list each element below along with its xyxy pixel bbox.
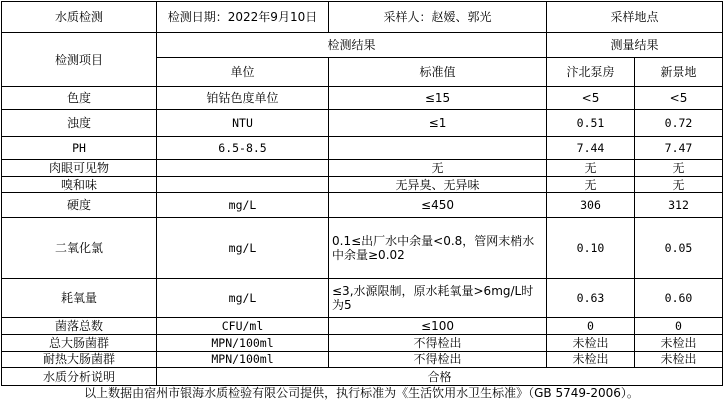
site2-header: 新景地 [635, 58, 723, 87]
row-site2: 0 [635, 318, 723, 335]
row-site1: 7.44 [547, 137, 635, 160]
row-site1: 未检出 [547, 334, 635, 351]
row-unit: NTU [157, 110, 329, 137]
analysis-row [2, 368, 723, 386]
row-standard: ≤450 [329, 193, 547, 218]
sampling-site-header: 采样地点 [547, 2, 723, 33]
table-row [2, 193, 723, 218]
analysis-value: 合格 [157, 368, 723, 386]
row-unit: mg/L [157, 278, 329, 318]
row-unit: mg/L [157, 218, 329, 278]
header-row [2, 2, 723, 33]
row-item: 菌落总数 [2, 318, 157, 335]
table-row [2, 137, 723, 160]
row-item: PH [2, 137, 157, 160]
row-standard: 不得检出 [329, 351, 547, 368]
table-row [2, 318, 723, 335]
row-standard: 无 [329, 160, 547, 177]
row-site2: 312 [635, 193, 723, 218]
row-item: 浊度 [2, 110, 157, 137]
row-item: 色度 [2, 87, 157, 110]
row-site2: 7.47 [635, 137, 723, 160]
samplers: 采样人：赵嫒、郭光 [329, 2, 547, 33]
row-item: 硬度 [2, 193, 157, 218]
row-site2: 0.72 [635, 110, 723, 137]
row-standard: ≤1 [329, 110, 547, 137]
row-standard: 无异臭、无异味 [329, 176, 547, 193]
row-standard: 不得检出 [329, 334, 547, 351]
row-site2: 无 [635, 160, 723, 177]
analysis-label: 水质分析说明 [2, 368, 157, 386]
subheader-row [2, 33, 723, 58]
row-site1: 无 [547, 160, 635, 177]
table-row [2, 160, 723, 177]
row-unit: MPN/100ml [157, 351, 329, 368]
row-site1: 0.10 [547, 218, 635, 278]
table-row [2, 87, 723, 110]
row-site1: 0 [547, 318, 635, 335]
row-unit: MPN/100ml [157, 334, 329, 351]
row-site2: 0.60 [635, 278, 723, 318]
row-site1: 0.51 [547, 110, 635, 137]
row-site1: 无 [547, 176, 635, 193]
measured-result-header: 测量结果 [547, 33, 723, 58]
table-row [2, 334, 723, 351]
row-unit: CFU/ml [157, 318, 329, 335]
row-item: 耐热大肠菌群 [2, 351, 157, 368]
test-item-header: 检测项目 [2, 33, 157, 87]
row-standard [329, 137, 547, 160]
row-standard: ≤100 [329, 318, 547, 335]
row-site2: 未检出 [635, 351, 723, 368]
row-unit [157, 160, 329, 177]
table-row [2, 218, 723, 278]
row-site1: 306 [547, 193, 635, 218]
table-row [2, 176, 723, 193]
row-standard: 0.1≤出厂水中余量<0.8，管网末梢水中余量≥0.02 [329, 218, 547, 278]
test-result-header: 检测结果 [157, 33, 547, 58]
row-unit [157, 176, 329, 193]
row-standard: ≤15 [329, 87, 547, 110]
row-item: 耗氧量 [2, 278, 157, 318]
row-site1: 未检出 [547, 351, 635, 368]
row-site1: <5 [547, 87, 635, 110]
table-row [2, 351, 723, 368]
row-site1: 0.63 [547, 278, 635, 318]
row-item: 嗅和味 [2, 176, 157, 193]
table-title: 水质检测 [2, 2, 157, 33]
row-item: 肉眼可见物 [2, 160, 157, 177]
row-item: 二氧化氯 [2, 218, 157, 278]
row-site2: 无 [635, 176, 723, 193]
row-standard: ≤3,水源限制，原水耗氧量>6mg/L时为5 [329, 278, 547, 318]
unit-header: 单位 [157, 58, 329, 87]
row-unit: 铂钴色度单位 [157, 87, 329, 110]
table-row [2, 110, 723, 137]
row-unit: 6.5-8.5 [157, 137, 329, 160]
row-site2: 0.05 [635, 218, 723, 278]
row-site2: 未检出 [635, 334, 723, 351]
table-row [2, 278, 723, 318]
row-unit: mg/L [157, 193, 329, 218]
footnote: 以上数据由宿州市银海水质检验有限公司提供，执行标准为《生活饮用水卫生标准》（GB 5749-2006）。 [84, 386, 639, 400]
test-date: 检测日期：2022年9月10日 [157, 2, 329, 33]
standard-header: 标准值 [329, 58, 547, 87]
site1-header: 汴北泵房 [547, 58, 635, 87]
row-site2: <5 [635, 87, 723, 110]
row-item: 总大肠菌群 [2, 334, 157, 351]
water-quality-table [1, 1, 723, 386]
